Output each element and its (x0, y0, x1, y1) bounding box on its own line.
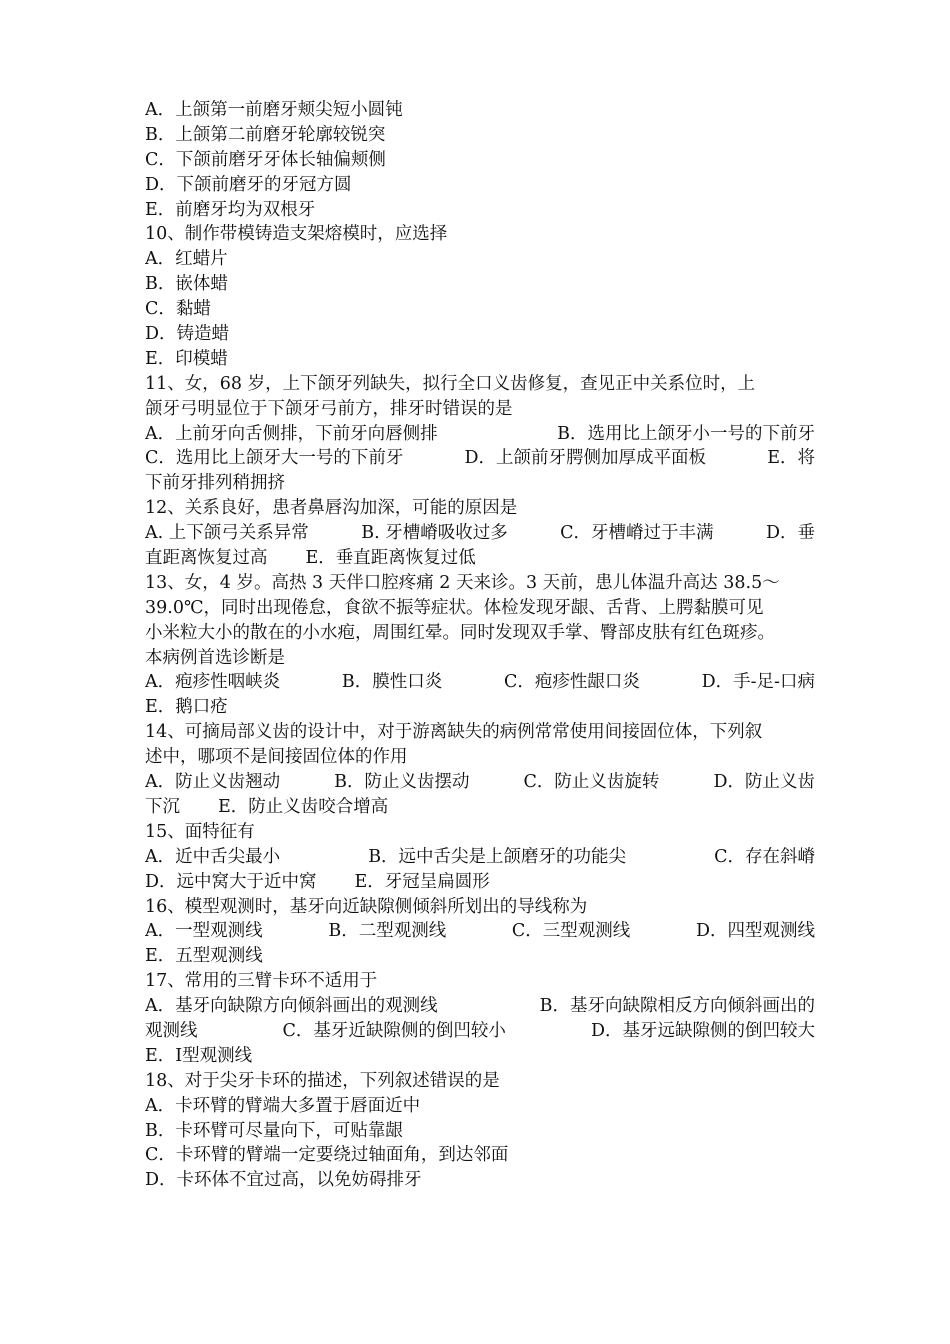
option-text: 下沉 (145, 796, 180, 817)
text-line: E．前磨牙均为双根牙 (145, 199, 316, 220)
text-line: 10、制作带模铸造支架熔模时，应选择 (145, 224, 448, 245)
option-text: E．防止义齿咬合增高 (218, 796, 389, 817)
option-text: C．选用比上颌牙大一号的下前牙 (145, 448, 404, 469)
option-text: A．上前牙向舌侧排，下前牙向唇侧排 (145, 423, 438, 444)
text-line: 小米粒大小的散在的小水疱，周围红晕。同时发现双手掌、臀部皮肤有红色斑疹。 (145, 622, 775, 643)
option-text: A．基牙向缺隙方向倾斜画出的观测线 (145, 996, 438, 1017)
option-row (145, 446, 815, 471)
text-line: E．五型观测线 (145, 946, 263, 967)
option-text: B．膜性口炎 (341, 672, 443, 693)
option-text: 观测线 (145, 1020, 198, 1041)
text-line: D．铸造蜡 (145, 324, 230, 345)
text-line: 11、女，68 岁，上下颌牙列缺失，拟行全口义齿修复，查见正中关系位时，上 (145, 373, 756, 394)
option-row (145, 521, 815, 546)
option-text: C．防止义齿旋转 (523, 772, 660, 793)
text-line: B．卡环臂可尽量向下，可贴靠龈 (145, 1120, 403, 1141)
text-line: B．嵌体蜡 (145, 274, 228, 295)
text-line: D．卡环体不宜过高，以免妨碍排牙 (145, 1170, 422, 1191)
text-line: D．下颌前磨牙的牙冠方圆 (145, 174, 352, 195)
option-text: A．一型观测线 (145, 921, 263, 942)
text-line: 下前牙排列稍拥挤 (145, 473, 285, 494)
option-text: E．牙冠呈扁圆形 (354, 871, 490, 892)
document-body (145, 98, 815, 1193)
option-row (145, 795, 815, 820)
text-line: E．Ⅰ型观测线 (145, 1045, 253, 1066)
option-row (145, 546, 815, 571)
text-line: A．上颌第一前磨牙颊尖短小圆钝 (145, 100, 403, 120)
text-line: 13、女，4 岁。高热 3 天伴口腔疼痛 2 天来诊。3 天前，患儿体温升高达 38.5～ (145, 572, 780, 593)
text-line: C．卡环臂的臂端一定要绕过轴面角，到达邻面 (145, 1145, 509, 1166)
text-line: E．鹅口疮 (145, 697, 228, 718)
option-text: B．远中舌尖是上颌磨牙的功能尖 (368, 846, 627, 867)
option-row (145, 670, 815, 695)
text-line: 述中，哪项不是间接固位体的作用 (145, 747, 408, 768)
option-text: D．垂 (765, 523, 815, 544)
text-line: 16、模型观测时，基牙向近缺隙侧倾斜所划出的导线称为 (145, 896, 588, 917)
option-text: B．二型观测线 (328, 921, 447, 942)
option-text: D．手-足-口病 (701, 672, 815, 693)
option-row (145, 770, 815, 795)
option-text: C．牙槽嵴过于丰满 (560, 523, 714, 544)
option-text: A．近中舌尖最小 (145, 846, 281, 867)
text-line: 17、常用的三臂卡环不适用于 (145, 971, 378, 992)
text-line: C．下颌前磨牙牙体长轴偏颊侧 (145, 149, 386, 170)
text-line: 本病例首选诊断是 (145, 647, 285, 668)
option-text: E．将 (767, 448, 815, 469)
option-text: C．疱疹性龈口炎 (503, 672, 640, 693)
text-line: 18、对于尖牙卡环的描述，下列叙述错误的是 (145, 1070, 500, 1091)
text-line: 15、面特征有 (145, 821, 255, 842)
option-text: B. 牙槽嵴吸收过多 (361, 523, 508, 544)
option-text: B．防止义齿摆动 (334, 772, 470, 793)
option-text: C．基牙近缺隙侧的倒凹较小 (282, 1020, 506, 1041)
option-text: 直距离恢复过高 (145, 548, 268, 569)
option-text: E．垂直距离恢复过低 (305, 548, 476, 569)
text-line: A．红蜡片 (145, 249, 228, 270)
option-text: D．四型观测线 (695, 921, 815, 942)
option-row (145, 994, 815, 1019)
text-line: C．黏蜡 (145, 299, 211, 320)
option-text: D．基牙远缺隙侧的倒凹较大 (590, 1020, 815, 1041)
option-row (145, 919, 815, 944)
option-row (145, 1019, 815, 1044)
option-text: C．三型观测线 (511, 921, 631, 942)
text-line: E．印模蜡 (145, 348, 228, 369)
option-text: B．基牙向缺隙相反方向倾斜画出的 (539, 996, 815, 1017)
option-text: B．选用比上颌牙小一号的下前牙 (557, 423, 815, 444)
option-text: A．疱疹性咽峡炎 (145, 672, 281, 693)
text-line: B．上颌第二前磨牙轮廓较锐突 (145, 124, 386, 145)
text-line: 14、可摘局部义齿的设计中，对于游离缺失的病例常常使用间接固位体，下列叙 (145, 722, 763, 743)
text-line: 39.0℃，同时出现倦怠，食欲不振等症状。体检发现牙龈、舌背、上腭黏膜可见 (145, 597, 764, 618)
option-row (145, 845, 815, 870)
text-line: A．卡环臂的臂端大多置于唇面近中 (145, 1095, 421, 1116)
option-text: D．上颌前牙腭侧加厚成平面板 (464, 448, 707, 469)
option-text: C．存在斜嵴 (714, 846, 815, 867)
option-text: D．远中窝大于近中窝 (145, 871, 317, 892)
text-line: 12、关系良好，患者鼻唇沟加深，可能的原因是 (145, 498, 518, 519)
option-row (145, 870, 815, 895)
option-row (145, 422, 815, 447)
option-text: A．防止义齿翘动 (145, 772, 281, 793)
option-text: D．防止义齿 (713, 772, 815, 793)
text-line: 颌牙弓明显位于下颌牙弓前方，排牙时错误的是 (145, 398, 513, 419)
option-text: A. 上下颌弓关系异常 (145, 523, 309, 544)
